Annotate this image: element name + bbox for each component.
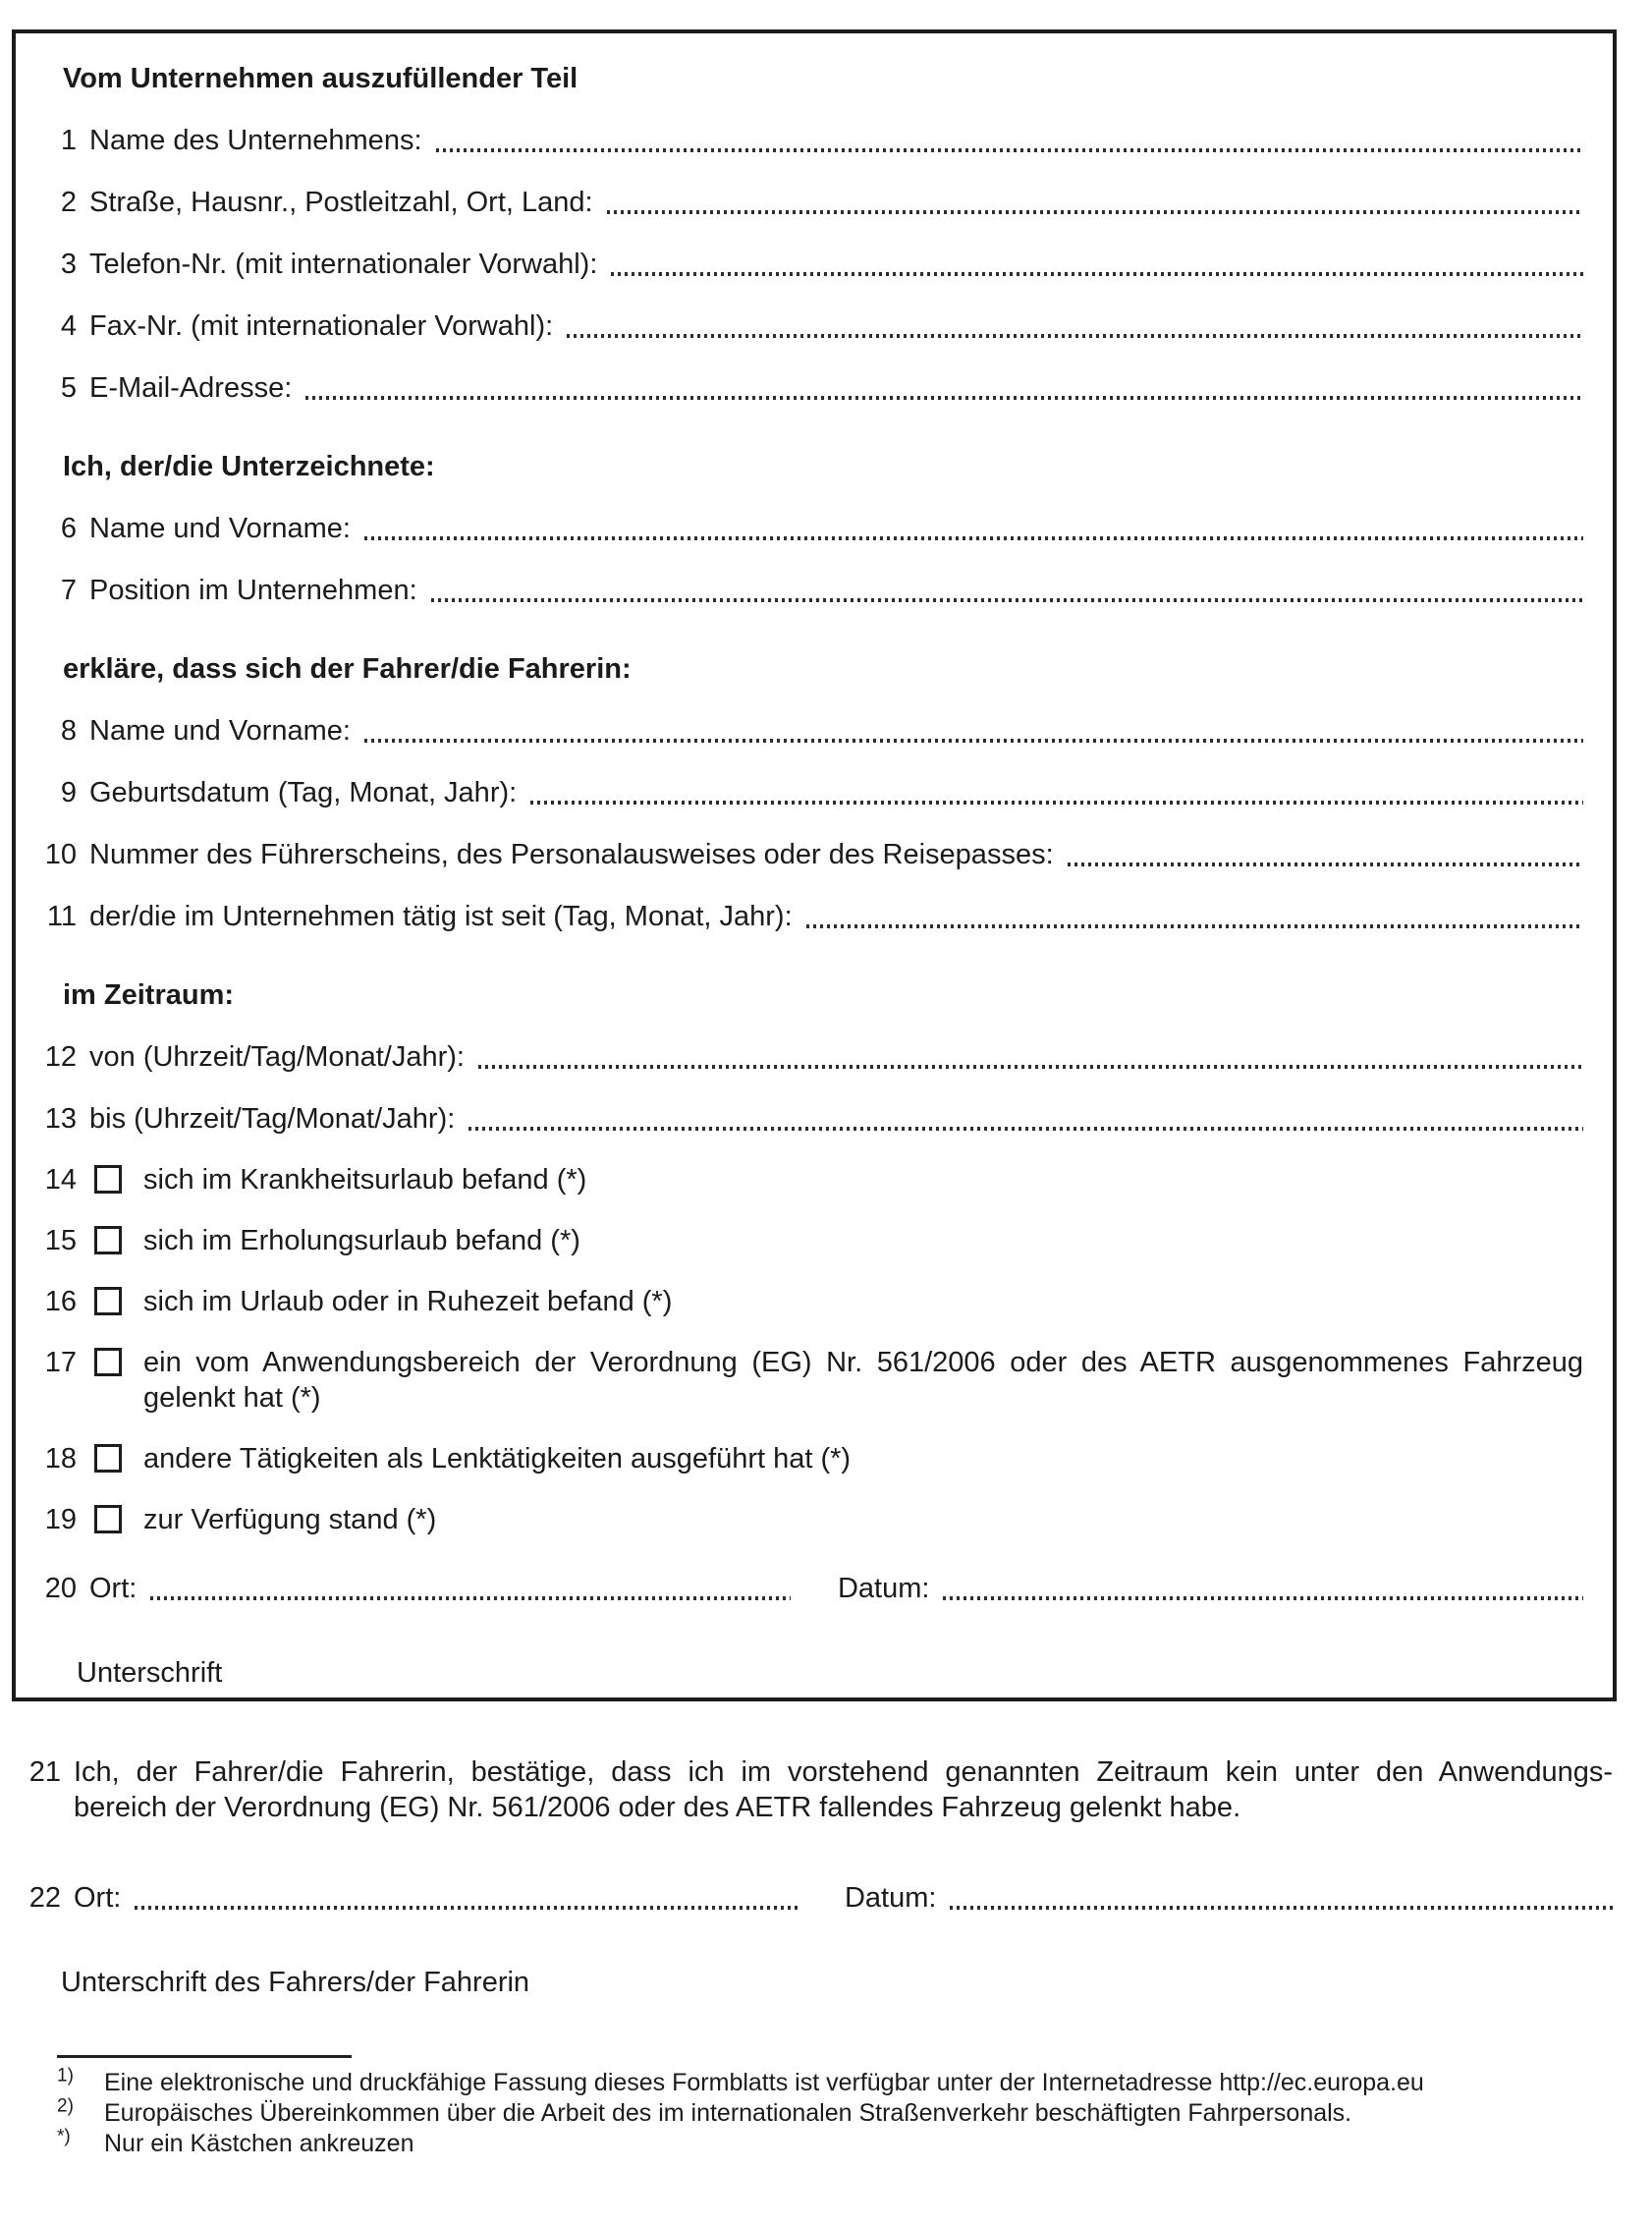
field-row-birthdate [60,775,1583,810]
field-row-company-name [60,123,1583,158]
ort-label: Ort: [89,1573,138,1604]
field-row-licence-number [44,837,1583,872]
field-label: bis (Uhrzeit/Tag/Monat/Jahr): [89,1103,456,1135]
dotted-input-line[interactable] [364,536,1583,540]
field-row-period-from [44,1039,1583,1075]
checkbox-row-exempt-vehicle [44,1345,1583,1416]
dotted-input-line[interactable] [611,272,1583,276]
checkbox-17[interactable] [94,1348,122,1376]
company-section-box [12,29,1617,1701]
footnote-marker: 1) [57,2065,74,2087]
checkbox-18[interactable] [94,1444,122,1473]
checkbox-label-line2: gelenkt hat (*) [143,1382,321,1414]
checkbox-row-sick-leave [44,1162,1583,1197]
field-label: Straße, Hausnr., Postleitzahl, Ort, Land: [89,187,593,218]
field-number: 4 [60,310,77,342]
field-label: Fax-Nr. (mit internationaler Vorwahl): [89,310,554,342]
checkbox-row-available [44,1502,1583,1537]
field-number: 9 [60,777,77,808]
ort-label: Ort: [74,1882,122,1914]
checkbox-row-other-work [44,1441,1583,1476]
place-date-row-company [44,1571,1583,1606]
dotted-input-line[interactable] [607,210,1583,214]
checkbox-label: sich im Erholungsurlaub befand (*) [143,1225,580,1256]
field-row-phone [60,247,1583,282]
dotted-input-line[interactable] [567,334,1583,338]
field-number: 18 [44,1443,77,1475]
field-label: Nummer des Führerscheins, des Personalausweises oder des Reisepasses: [89,839,1054,870]
checkbox-row-annual-leave [44,1223,1583,1258]
field-label: Telefon-Nr. (mit internationaler Vorwahl): [89,249,598,280]
field-number: 20 [44,1573,77,1604]
footnote-1 [57,2065,1613,2098]
field-label: der/die im Unternehmen tätig ist seit (Tag, Monat, Jahr): [89,901,793,932]
field-number: 1 [60,125,77,156]
dotted-input-line[interactable] [436,148,1584,152]
footnote-star [57,2126,1613,2159]
field-number: 3 [60,249,77,280]
driver-section [0,1754,1652,2159]
datum-label: Datum: [837,1573,930,1604]
footnote-marker: 2) [57,2095,74,2117]
checkbox-label-line1: ein vom Anwendungsbereich der Verordnung (EG) Nr. 561/2006 oder des AETR ausgenommenes Fahrzeug [143,1347,1583,1378]
checkbox-label: andere Tätigkeiten als Lenktätigkeiten ausgeführt hat (*) [143,1443,852,1475]
footnote-2 [57,2095,1613,2129]
field-number: 11 [46,901,77,932]
checkbox-row-leave-or-rest [44,1284,1583,1319]
footnote-marker: *) [57,2126,71,2147]
field-label: von (Uhrzeit/Tag/Monat/Jahr): [89,1041,465,1073]
dotted-input-line[interactable] [530,801,1583,805]
signature-label-driver: Unterschrift des Fahrers/der Fahrerin [61,1967,530,1998]
driver-statement-line2: bereich der Verordnung (EG) Nr. 561/2006 oder des AETR fallendes Fahrzeug gelenkt habe. [74,1792,1241,1823]
section-heading-signatory: Ich, der/die Unterzeichnete: [63,451,435,482]
section-heading-company: Vom Unternehmen auszufüllender Teil [63,63,578,94]
dotted-input-line[interactable] [806,924,1583,928]
field-number: 12 [44,1041,77,1073]
field-row-position [60,573,1583,608]
dotted-input-line[interactable] [1068,863,1583,866]
field-row-company-address [60,185,1583,220]
place-date-row-driver [28,1880,1613,1916]
driver-statement-text [74,1754,1613,1825]
field-number: 7 [60,575,77,606]
checkbox-label: sich im Krankheitsurlaub befand (*) [143,1164,587,1196]
footnote-text: Eine elektronische und druckfähige Fassung dieses Formblatts ist verfügbar unter der Internetadresse http://ec.europa.eu [104,2069,1424,2096]
section-heading-declaration: erkläre, dass sich der Fahrer/die Fahrerin: [63,653,632,685]
field-number: 21 [28,1756,61,1788]
checkbox-label: zur Verfügung stand (*) [143,1504,437,1535]
field-number: 15 [44,1225,77,1256]
field-label: Name des Unternehmens: [89,125,422,156]
dotted-input-line[interactable] [468,1127,1583,1131]
field-label: E-Mail-Adresse: [89,372,293,404]
field-number: 10 [44,839,77,870]
footnote-text: Europäisches Übereinkommen über die Arbeit des im internationalen Straßenverkehr beschäftigten Fahrpersonals. [104,2099,1352,2127]
datum-input-line[interactable] [943,1596,1583,1600]
field-number: 8 [60,715,77,747]
field-label: Position im Unternehmen: [89,575,417,606]
checkbox-label: sich im Urlaub oder in Ruhezeit befand (*) [143,1286,673,1317]
field-number: 13 [44,1103,77,1135]
ort-input-line[interactable] [150,1596,791,1600]
dotted-input-line[interactable] [478,1065,1583,1069]
field-number: 16 [44,1286,77,1317]
field-label: Geburtsdatum (Tag, Monat, Jahr): [89,777,518,808]
field-row-email [60,370,1583,406]
field-row-period-to [44,1101,1583,1137]
driver-statement-line1: Ich, der Fahrer/die Fahrerin, bestätige, dass ich im vorstehend genannten Zeitraum kein unter den Anwendungs- [74,1756,1613,1788]
dotted-input-line[interactable] [364,739,1583,743]
field-label: Name und Vorname: [89,513,351,544]
field-number: 5 [60,372,77,404]
field-row-employed-since [46,899,1583,934]
driver-statement-row [28,1754,1613,1825]
field-number: 14 [44,1164,77,1196]
field-number: 22 [28,1882,61,1914]
field-number: 17 [44,1347,77,1378]
dotted-input-line[interactable] [431,598,1583,602]
field-number: 19 [44,1504,77,1535]
footnote-text: Nur ein Kästchen ankreuzen [104,2130,414,2157]
section-heading-period: im Zeitraum: [63,979,235,1011]
datum-label: Datum: [844,1882,937,1914]
dotted-input-line[interactable] [305,396,1583,400]
checkbox-15[interactable] [94,1226,122,1254]
field-row-fax [60,308,1583,344]
field-row-signatory-name [60,511,1583,546]
datum-input-line[interactable] [950,1906,1613,1910]
footnotes [47,2055,1613,2159]
field-number: 6 [60,513,77,544]
checkbox-14[interactable] [94,1165,122,1194]
field-number: 2 [60,187,77,218]
signature-label-company: Unterschrift [77,1657,223,1689]
field-row-driver-name [60,713,1583,749]
ort-input-line[interactable] [135,1906,798,1910]
checkbox-19[interactable] [94,1505,122,1533]
footnote-divider [57,2055,352,2058]
checkbox-label [143,1345,1583,1416]
field-label: Name und Vorname: [89,715,351,747]
checkbox-16[interactable] [94,1287,122,1315]
